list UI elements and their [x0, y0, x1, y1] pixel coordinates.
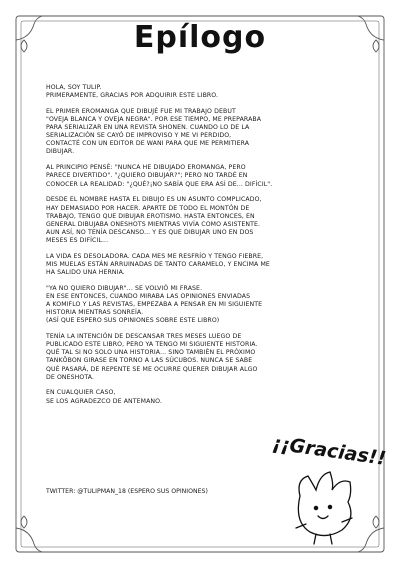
thanks-text: ¡¡Gracias!!	[271, 432, 388, 470]
paragraph: DESDE EL NOMBRE HASTA EL DIBUJO ES UN ASUNTO COMPLICADO, HAY DEMASIADO POR HACER. APARTE DE TODO EL MONTÓN DE TRABAJO, TENGO QUE DIBUJAR EROTISMO. HASTA ENTONCES, EN GENERAL DIBUJABA ONESHOTS MIENTRAS VIVÍA COMO ASISTENTE. AUN ASÍ, NO TENÍA DESCANSO... Y ES QUE DIBUJAR UNO EN DOS MESES ES DIFÍCIL...	[46, 196, 262, 244]
twitter-handle: TWITTER: @TULIPMAN_18 (ESPERO SUS OPINIONES)	[46, 488, 208, 495]
paragraph: AL PRINCIPIO PENSÉ: "NUNCA HE DIBUJADO EROMANGA, PERO PARECE DIVERTIDO". "¿QUIERO DIBUJAR?"; PERO NO TARDÉ EN CONOCER LA REALIDAD: "¿QUÉ?¡NO SABÍA QUE ERA ASÍ DE... DIFÍCIL".	[46, 164, 273, 188]
paragraph: EL PRIMER EROMANGA QUE DIBUJÉ FUE MI TRABAJO DEBUT "OVEJA BLANCA Y OVEJA NEGRA". POR ESE TIEMPO, ME PREPARABA PARA SERIALIZAR EN UNA REVISTA SHONEN. CUANDO LO DE LA SERIALIZACIÓN SE CAYÓ DE IMPROVISO Y ME VI PERDIDO, CONTACTÉ CON UN EDITOR DE WANI PARA QUE ME PERMITIERA DIBUJAR.	[46, 107, 262, 156]
paragraph: TENÍA LA INTENCIÓN DE DESCANSAR TRES MESES LUEGO DE PUBLICADO ESTE LIBRO, PERO YA TENGO MI SIGUIENTE HISTORIA. QUÉ TAL SI NO SOLO UNA HISTORIA... SINO TAMBIÉN EL PRÓXIMO TANKŌBON GIRASE EN TORNO A LAS SÚCUBOS. NUNCA SE SABE QUÉ PASARÁ, DE REPENTE SE ME OCURRE QUERER DIBUJAR ALGO DE ONESHOTA.	[46, 333, 258, 381]
paragraph: LA VIDA ES DESOLADORA. CADA MES ME RESFRÍO Y TENGO FIEBRE, MIS MUELAS ESTÁN ARRUINADAS DE TANTO CARAMELO, Y ENCIMA ME HA SALIDO UNA HERNIA.	[46, 252, 270, 276]
tulip-mascot-icon	[286, 466, 362, 546]
paragraph: EN CUALQUIER CASO, SE LOS AGRADEZCO DE ANTEMANO.	[46, 389, 162, 405]
paragraph: "YA NO QUIERO DIBUJAR"... SE VOLVIÓ MI FRASE. EN ESE ENTONCES, CUANDO MIRABA LAS OPINIONES ENVIADAS A KOMIFLO Y LAS REVISTAS, EMPEZABA A PENSAR EN MI SIGUIENTE HISTORIA MIENTRAS SONREÍA. (ASÍ QUE ESPERO SUS OPINIONES SOBRE ESTE LIBRO)	[46, 284, 263, 325]
epilogue-body	[46, 84, 362, 413]
page-title: Epílogo	[133, 20, 267, 55]
paragraph: HOLA, SOY TULIP. PRIMERAMENTE, GRACIAS POR ADQUIRIR ESTE LIBRO.	[46, 84, 219, 100]
